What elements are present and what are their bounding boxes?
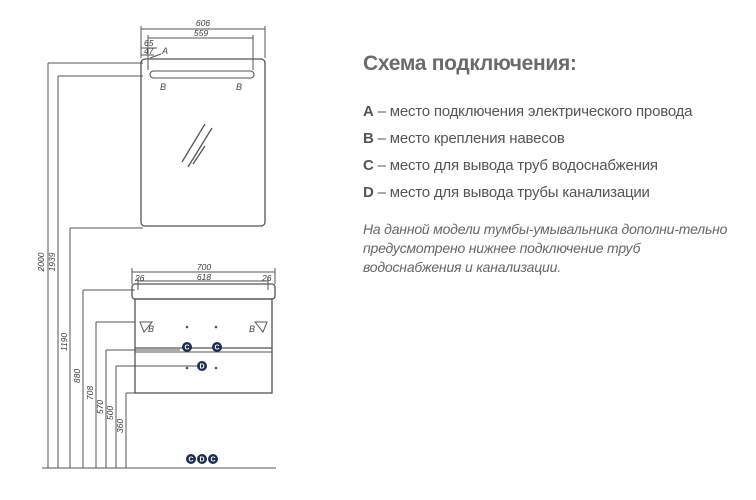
legend-panel: [363, 52, 748, 291]
dim-height-500: 500: [105, 405, 115, 421]
dim-height-1190: 1190: [59, 332, 69, 352]
svg-text:D: D: [199, 363, 205, 371]
svg-text:D: D: [199, 456, 205, 464]
mirror-lamp: [150, 71, 254, 78]
dim-mirror-offset-65: 65: [144, 38, 154, 48]
dim-height-2000: 2000: [36, 252, 46, 272]
label-a: A: [162, 46, 169, 56]
label-b-cabinet-left: B: [148, 324, 155, 334]
dim-height-570: 570: [95, 399, 105, 415]
svg-text:C: C: [188, 456, 194, 464]
marker-c-right: [212, 342, 222, 352]
legend-item-a: A – место подключения электрического провода: [363, 103, 693, 120]
connection-note: На данной модели тумбы-умывальника дополни-тельно предусмотрено нижнее подключение труб водоснабжения и канализации.: [363, 221, 728, 275]
dim-cabinet-side-right: 26: [262, 273, 272, 283]
dim-height-708: 708: [85, 385, 95, 401]
dim-cabinet-side-left: 26: [135, 273, 145, 283]
marker-c-left: [182, 342, 192, 352]
dim-mirror-offset-47: 47: [144, 46, 154, 56]
svg-text:C: C: [210, 456, 216, 464]
dim-height-880: 880: [72, 368, 82, 384]
dim-cabinet-width-total: 700: [196, 262, 212, 272]
dim-height-360: 360: [115, 418, 125, 434]
label-b-mirror-right: B: [236, 82, 243, 92]
marker-c-floor-left: [186, 454, 196, 464]
dim-mirror-width-inner: 559: [193, 28, 209, 38]
marker-c-floor-right: [208, 454, 218, 464]
legend-item-d: D – место для вывода трубы канализации: [363, 184, 650, 201]
marker-d-floor: [197, 454, 207, 464]
marker-d: [197, 361, 207, 371]
dim-height-1939: 1939: [47, 252, 57, 272]
svg-text:C: C: [214, 344, 220, 352]
label-b-mirror-left: B: [160, 82, 167, 92]
cabinet-top: [132, 284, 275, 299]
legend-list: [363, 98, 748, 206]
dim-mirror-width-total: 606: [195, 18, 211, 28]
scheme-title: Схема подключения:: [363, 52, 577, 75]
dim-cabinet-width-inner: 618: [196, 272, 212, 282]
svg-text:C: C: [184, 344, 190, 352]
label-b-cabinet-right: B: [249, 324, 256, 334]
cabinet-body: [135, 299, 272, 393]
legend-item-b: B – место крепления навесов: [363, 130, 565, 147]
legend-item-c: C – место для вывода труб водоснабжения: [363, 157, 658, 174]
